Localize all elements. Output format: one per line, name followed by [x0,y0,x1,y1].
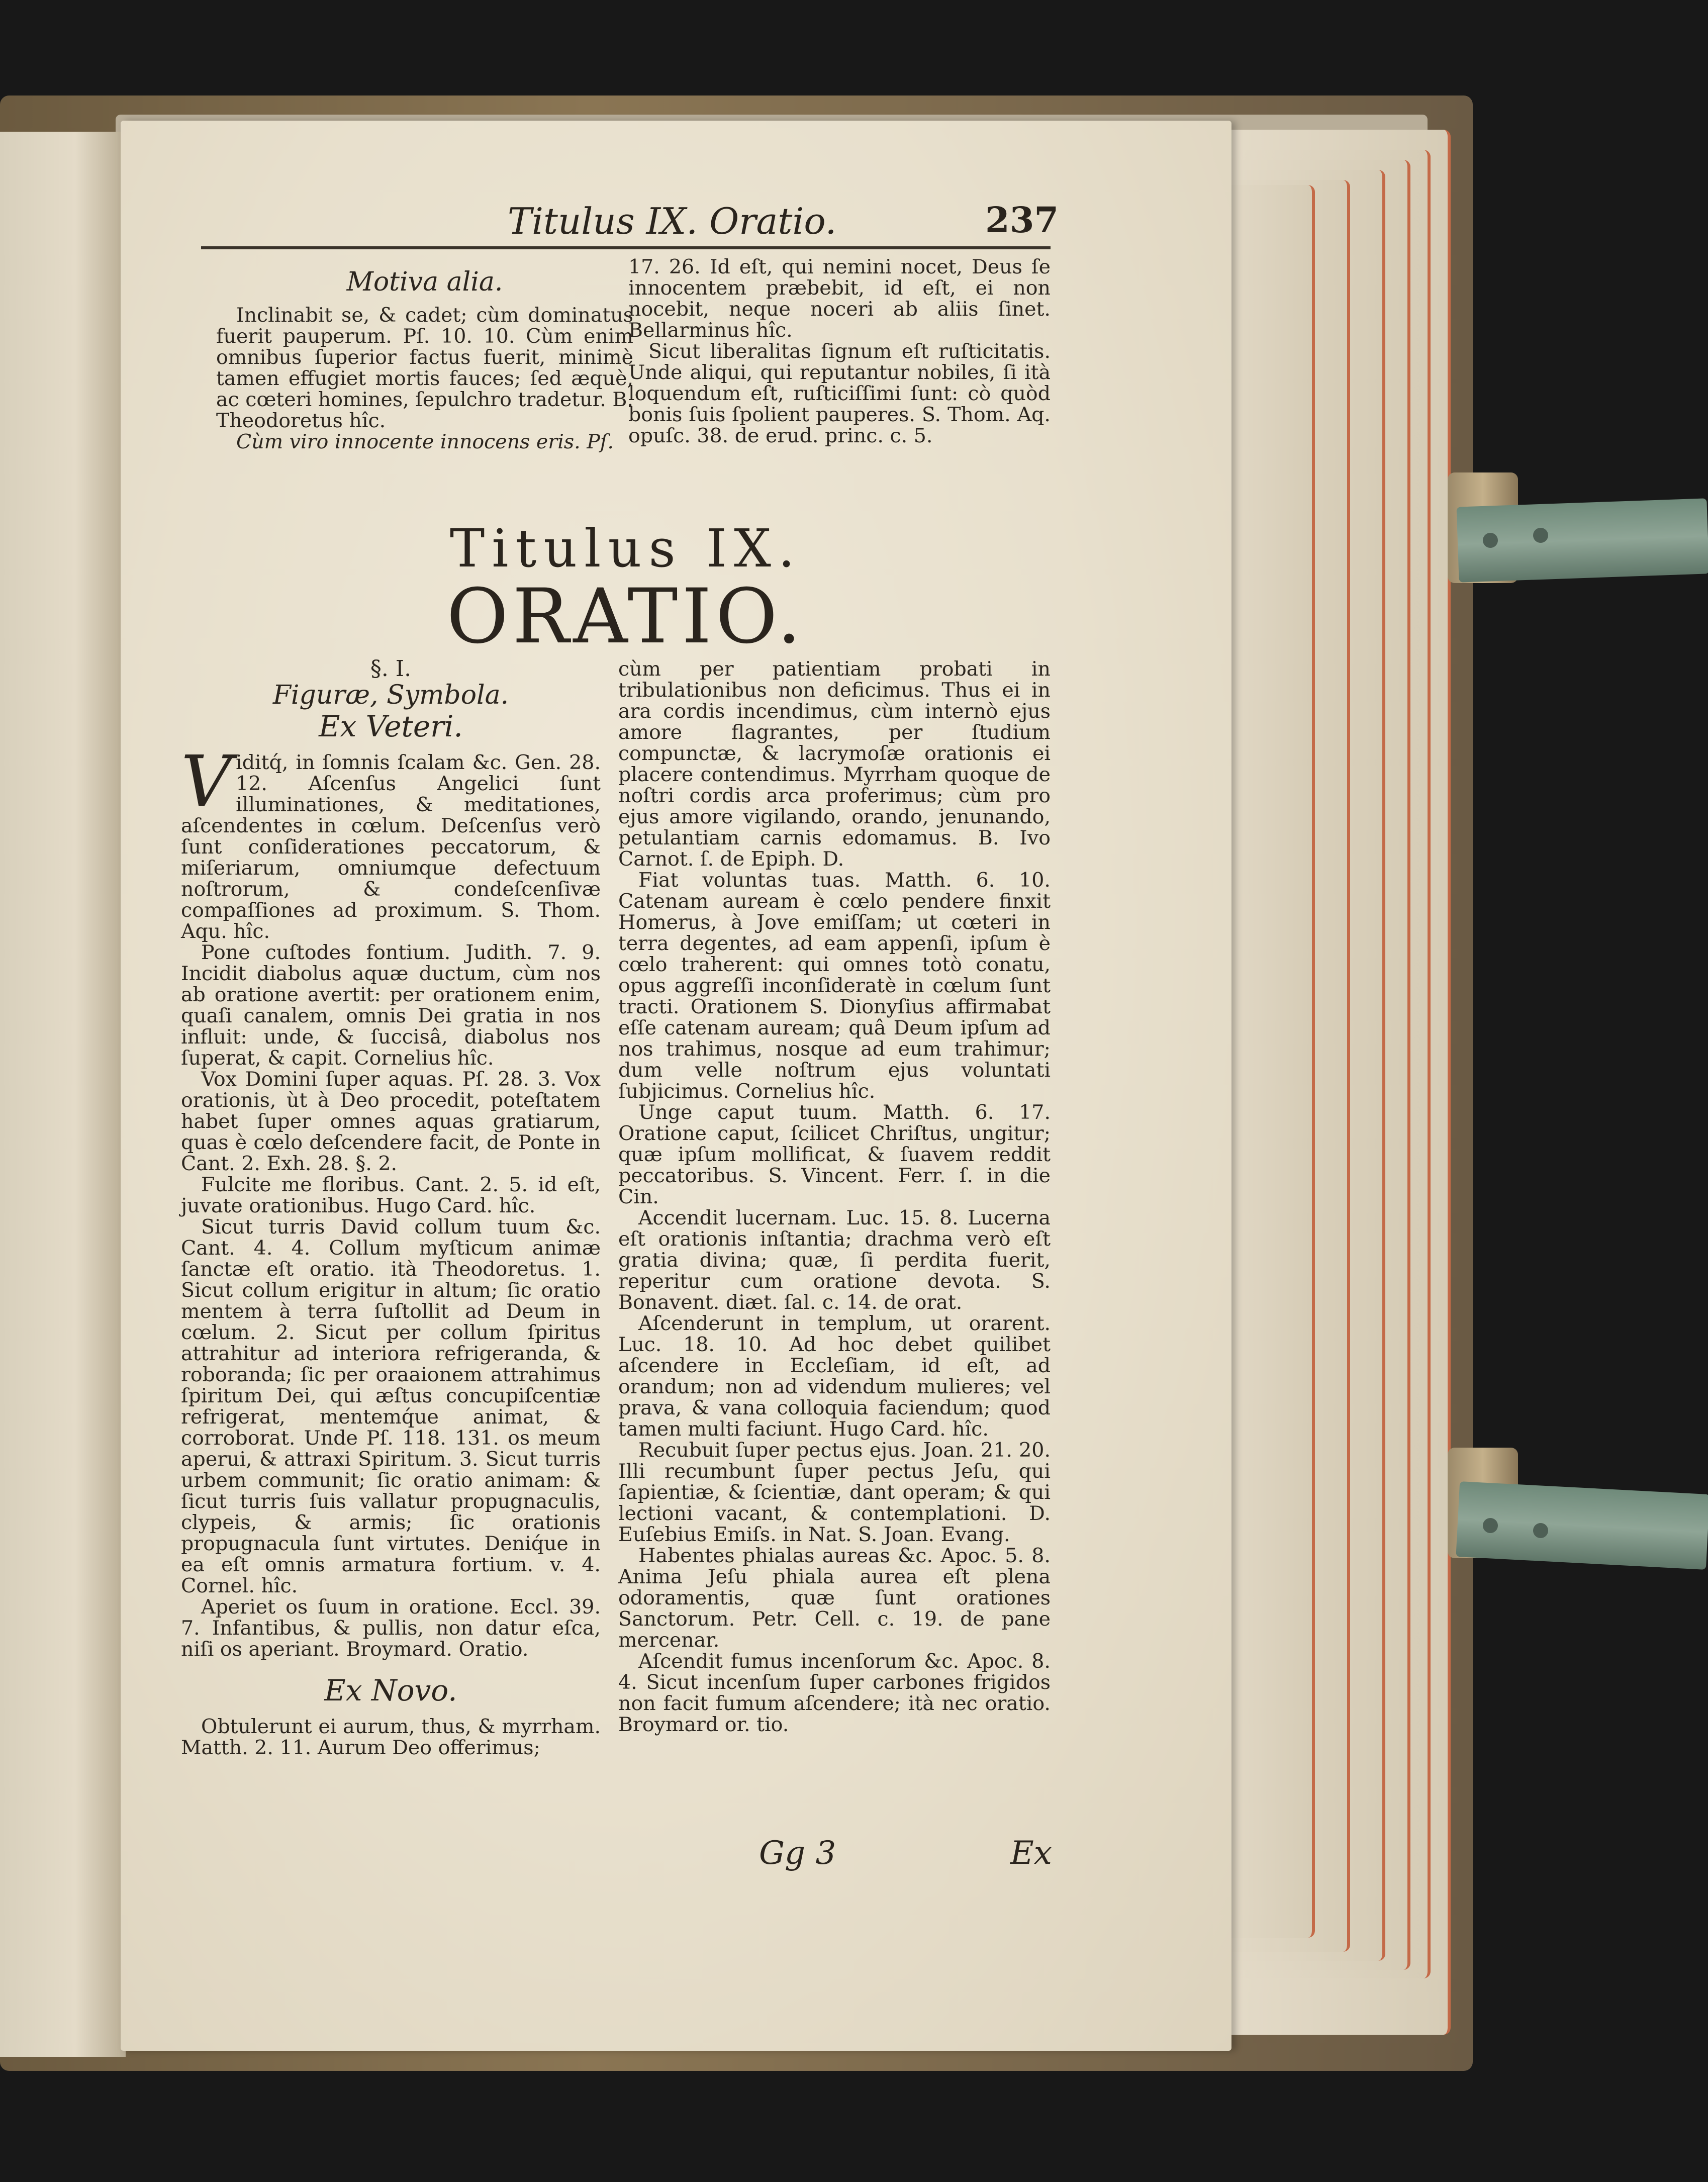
paragraph: Recubuit ſuper pectus ejus. Joan. 21. 20. Illi recumbunt ſuper pectus Jeſu, qui ſapientiæ, & ſcientiæ, dant operam; & qui lectioni vacant, & contemplationi. D. Euſebius Emiſs. in Nat. S. Joan. Evang. [618,1439,1051,1546]
paragraph [181,741,601,943]
drop-capital: V [181,741,232,823]
paragraph: Aſcenderunt in templum, ut orarent. Luc. 18. 10. Ad hoc debet quilibet aſcendere in Eccleſiam, id eſt, ad orandum; non ad videndum mulieres; vel prava, & vana colloquia faciendum; quod tamen multi faciunt. Hugo Card. hîc. [618,1312,1051,1441]
paragraph: Vox Domini ſuper aquas. Pſ. 28. 3. Vox orationis, ùt à Deo procedit, poteſtatem habet ſuper omnes aquas gratiarum, quas è cœlo deſcendere facit, de Ponte in Cant. 2. Exh. 28. §. 2. [181,1068,601,1175]
paragraph: Aſcendit fumus incenſorum &c. Apoc. 8. 4. Sicut incenſum ſuper carbones frigidos non facit fumum aſcendere; ità nec oratio. Broymard or. tio. [618,1650,1051,1736]
paragraph: Aperiet os ſuum in oratione. Eccl. 39. 7. Infantibus, & pullis, non datur eſca, niſi os aperiant. Broymard. Oratio. [181,1595,601,1661]
header-rule [201,246,1051,249]
facing-page-edge [0,132,126,2057]
paragraph: Cùm viro innocente innocens eris. Pſ. [236,430,614,453]
right-column [618,658,1051,1735]
paragraph: Fiat voluntas tuas. Matth. 6. 10. Catenam auream è cœlo pendere finxit Homerus, à Jove emiſſam; ut cœteri in terra degentes, ad eam appenſi, ipſum è cœlo traherent: qui omnes totò conatu, opus aggreſſi inconſideratè in cœlum ſunt tracti. Orationem S. Dionyſius affirmabat eſſe catenam auream; quâ Deum ipſum ad nos trahimus, nosque ad eum trahimur; dum velle noſtrum ejus voluntati ſubjicimus. Cornelius hîc. [618,869,1051,1103]
upper-rivet [1483,533,1498,548]
chapter-subtitle: ORATIO. [446,573,805,660]
paragraph: Inclinabit se, & cadet; cùm dominatus fuerit pauperum. Pſ. 10. 10. Cùm enim omnibus ſuperior factus fuerit, minimè tamen effugiet mortis fauces; ſed æquè, ac cœteri homines, ſepulchro tradetur. B. Theodoretus hîc. [216,304,633,432]
top-left-column [216,267,633,453]
subheading: Ex Veteri. [319,709,463,743]
signature-mark: Gg 3 [759,1835,836,1872]
page-stack [1196,130,1458,2035]
lower-rivet [1533,1523,1548,1538]
paragraph-text: iditq́, in ſomnis ſcalam &c. Gen. 28. 12. Aſcenſus Angelici ſunt illuminationes, & meditationes, aſcendentes in cœlum. Deſcenſus verò ſunt conſiderationes peccatorum, & miſeriarum, omniumque defectuum noſtrorum, & condeſcenſivæ compaſſiones ad proximum. S. Thom. Aqu. hîc. [181,751,601,943]
paragraph: Unge caput tuum. Matth. 6. 17. Oratione caput, ſcilicet Chriſtus, ungitur; quæ ipſum mollificat, & ſuavem reddit peccatoribus. S. Vincent. Ferr. ſ. in die Cin. [618,1101,1051,1208]
paragraph: Habentes phialas aureas &c. Apoc. 5. 8. Anima Jeſu phiala aurea eſt plena odoramentis, quæ ſunt orationes Sanctorum. Petr. Cell. c. 19. de pane mercenar. [618,1544,1051,1652]
running-title: Titulus IX. Oratio. [508,200,837,242]
paragraph: 17. 26. Id eſt, qui nemini nocet, Deus ſe innocentem præbebit, id eſt, ei non nocebit, neque noceri ab aliis ſinet. Bellarminus hîc. [628,255,1051,342]
top-right-column [628,256,1051,446]
left-column [181,658,601,1758]
subheading: Ex Novo. [324,1673,457,1707]
paragraph: Fulcite me floribus. Cant. 2. 5. id eſt, juvate orationibus. Hugo Card. hîc. [181,1173,601,1217]
motiva-heading: Motiva alia. [346,267,503,297]
paragraph: Accendit lucernam. Luc. 15. 8. Lucerna eſt orationis inſtantia; drachma verò eſt gratia divina; quæ, ſi perdita fuerit, reperitur cum oratione devota. S. Bonavent. diæt. ſal. c. 14. de orat. [618,1206,1051,1314]
chapter-title: Titulus IX. [449,518,802,579]
paragraph: Pone cuſtodes fontium. Judith. 7. 9. Incidit diabolus aquæ ductum, cùm nos ab oratione avertit: per orationem enim, quaſi canalem, omnis Dei gratia in nos influit: unde, & ſuccisâ, diabolus nos ſuperat, & capit. Cornelius hîc. [181,941,601,1070]
paragraph: Sicut liberalitas ſignum eſt ruſticitatis. Unde aliqui, qui reputantur nobiles, ſi ità loquendum eſt, ruſticiſſimi ſunt: cò quòd bonis ſuis ſpolient pauperes. S. Thom. Aq. opuſc. 38. de erud. princ. c. 5. [628,340,1051,447]
catchword: Ex [1010,1835,1052,1872]
page-number: 237 [985,199,1059,241]
paragraph: Obtulerunt ei aurum, thus, & myrrham. Matth. 2. 11. Aurum Deo offerimus; [181,1715,601,1759]
section-number: §. I. [370,656,412,682]
upper-rivet [1533,528,1548,543]
lower-rivet [1483,1518,1498,1533]
subheading: Figuræ, Symbola. [272,680,509,710]
paragraph: cùm per patientiam probati in tribulationibus non deficimus. Thus ei in ara cordis incendimus, cùm internò ejus amore flagrantes, per ſtudium compunctæ, & lacrymoſæ orationis ei placere contendimus. Myrrham quoque de noſtri cordis arca proferimus; cùm pro ejus amore vigilando, orando, jenunando, petulantiam carnis edomamus. B. Ivo Carnot. ſ. de Epiph. D. [618,657,1051,871]
paragraph: Sicut turris David collum tuum &c. Cant. 4. 4. Collum myſticum animæ ſanctæ eſt oratio. ità Theodoretus. 1. Sicut collum erigitur in altum; ſic oratio mentem à terra ſuſtollit ad Deum in cœlum. 2. Sicut per collum ſpiritus attrahitur ad interiora refrigeranda, & roboranda; ſic per oraaionem attrahimus ſpiritum Dei, qui æſtus concupiſcentiæ refrigerat, mentemq́ue animat, & corroborat. Unde Pſ. 118. 131. os meum aperui, & attraxi Spiritum. 3. Sicut turris urbem communit; ſic oratio animam: & ſicut turris ſuis vallatur propugnaculis, clypeis, & armis; ſic orationis propugnacula ſunt virtutes. Deniq́ue in ea eſt omnis armatura fortium. v. 4. Cornel. hîc. [181,1215,601,1597]
